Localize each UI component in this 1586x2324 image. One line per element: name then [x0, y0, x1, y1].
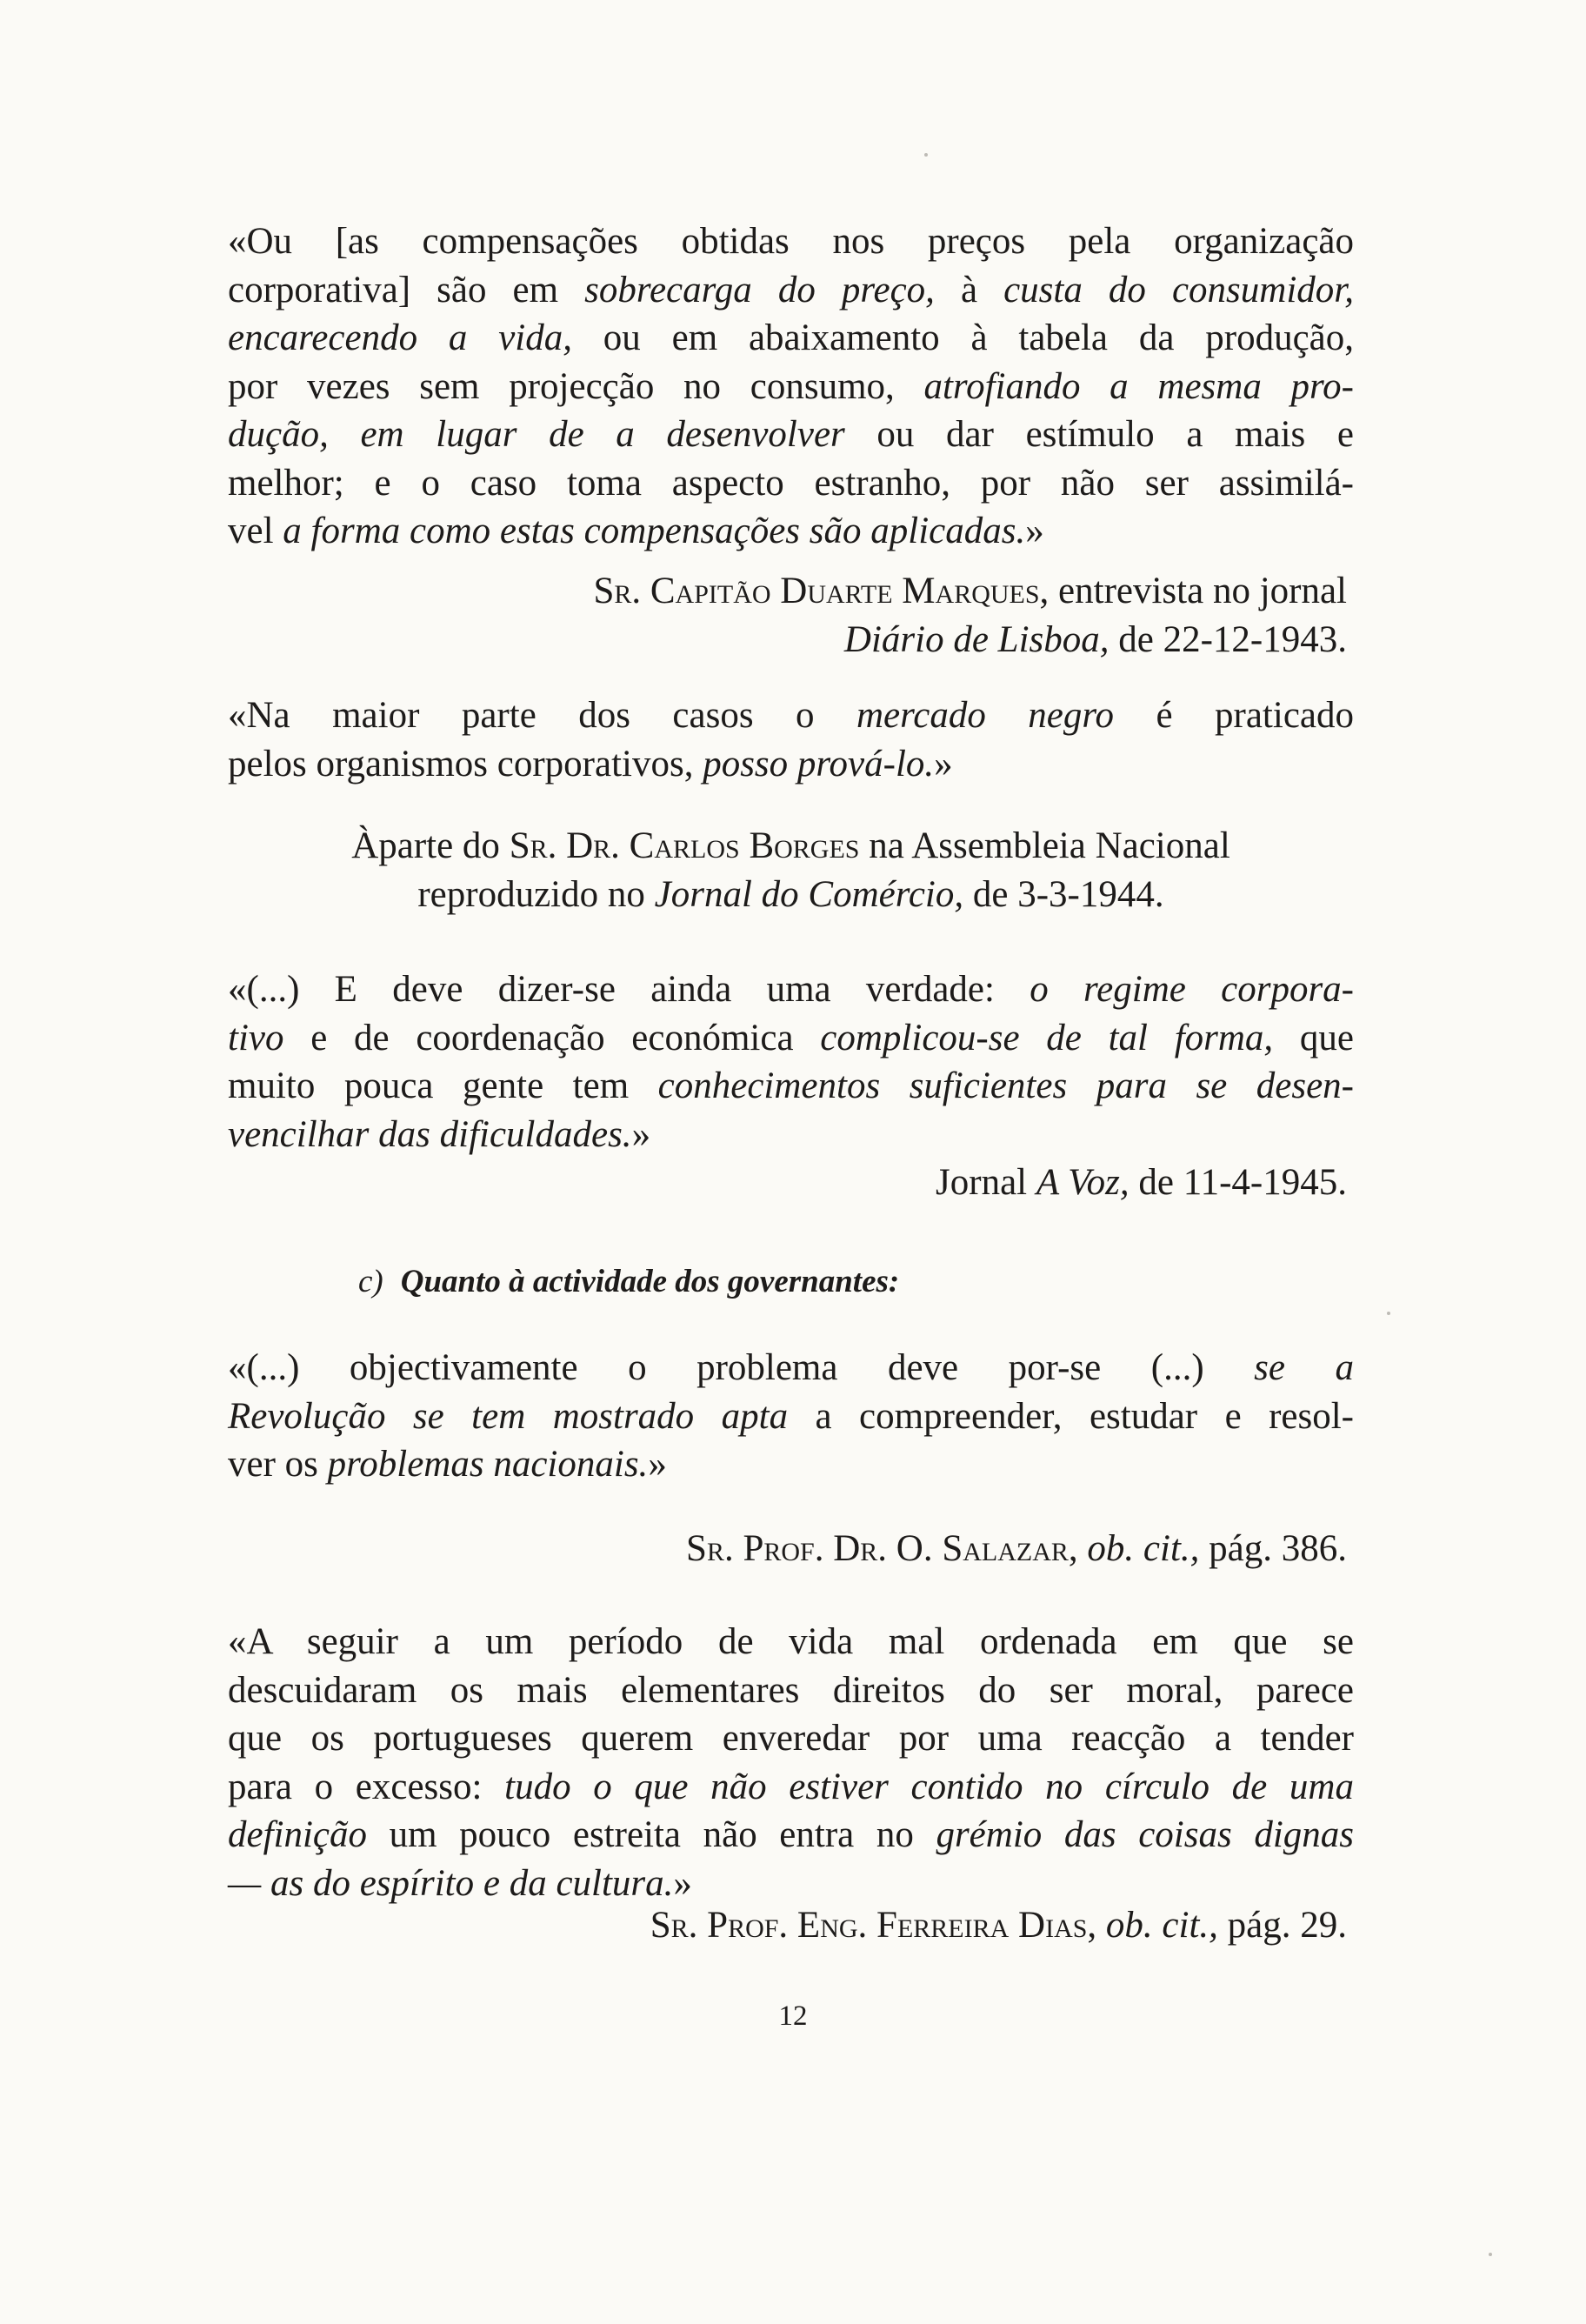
- text-run: pág. 29.: [1217, 1905, 1347, 1946]
- paper-speck: [1387, 1312, 1390, 1315]
- quote-corporate-regime: [228, 965, 1354, 1159]
- italic-text: — as do espírito e da cultura.: [228, 1862, 674, 1904]
- text-run: ,: [1068, 1528, 1088, 1569]
- quote-line: [228, 1344, 1354, 1392]
- citation-line: [593, 567, 1347, 616]
- quote-line: [228, 1666, 1354, 1715]
- quote-line: [228, 691, 1354, 740]
- italic-text: definição: [228, 1814, 368, 1855]
- quote-line: [228, 1618, 1354, 1666]
- italic-text: vencilhar das dificuldades.: [228, 1113, 632, 1155]
- citation-line: [593, 616, 1347, 664]
- small-caps-name: Sr. Prof. Dr. O. Salazar: [686, 1528, 1069, 1569]
- text-run: é praticado: [1114, 695, 1354, 736]
- text-run: »: [631, 1113, 651, 1155]
- italic-text: Revolução se tem mostrado apta: [228, 1395, 789, 1437]
- text-run: de 11-4-1945.: [1129, 1162, 1347, 1203]
- italic-text: custa do consumidor,: [1003, 269, 1354, 311]
- italic-text: tivo: [228, 1017, 284, 1058]
- quote-line: [228, 266, 1354, 315]
- text-run: reproduzido no: [417, 873, 655, 915]
- quote-line: [228, 1062, 1354, 1111]
- text-run: «Ou [as compensações obtidas nos preços pela organização: [228, 221, 1354, 262]
- italic-text: Diário de Lisboa,: [843, 618, 1110, 660]
- quote-black-market: [228, 691, 1354, 788]
- text-run: ,: [1087, 1905, 1106, 1946]
- citation-line: [228, 871, 1354, 919]
- text-run: um pouco estreita não entra no: [367, 1814, 936, 1855]
- quote-line: [228, 217, 1354, 266]
- text-run: »: [648, 1444, 667, 1485]
- text-run: melhor; e o caso toma aspecto estranho, por não ser assimilá-: [228, 462, 1354, 504]
- quote-line: [228, 459, 1354, 508]
- quote-line: [228, 740, 1354, 789]
- section-heading: [358, 1263, 899, 1300]
- citation-duarte-marques: [593, 567, 1347, 664]
- text-run: «(...) objectivamente o problema deve por-se (...): [228, 1347, 1255, 1388]
- text-run: à: [934, 269, 1004, 311]
- citation-carlos-borges: [228, 822, 1354, 918]
- italic-text: A Voz,: [1036, 1162, 1130, 1203]
- quote-corporative-compensations: [228, 217, 1354, 556]
- italic-text: posso prová-lo.: [703, 743, 935, 785]
- text-run: pelos organismos corporativos,: [228, 743, 703, 785]
- italic-text: complicou-se de tal forma,: [820, 1017, 1274, 1058]
- citation-line: [936, 1159, 1347, 1207]
- italic-text: o regime corpora-: [1030, 969, 1354, 1010]
- citation-line: [650, 1901, 1347, 1950]
- text-run: »: [673, 1862, 692, 1904]
- citation-line: [228, 822, 1354, 871]
- text-run: a compreender, estudar e resol-: [788, 1395, 1355, 1437]
- italic-text: conhecimentos suficientes para se desen-: [657, 1065, 1355, 1106]
- quote-line: [228, 314, 1354, 363]
- italic-text: se a: [1254, 1347, 1355, 1388]
- text-run: Jornal: [936, 1162, 1036, 1203]
- italic-text: ob. cit.,: [1105, 1905, 1218, 1946]
- quote-line: [228, 1392, 1354, 1441]
- small-caps-name: Sr. Prof. Eng. Ferreira Dias: [650, 1905, 1088, 1946]
- text-run: muito pouca gente tem: [228, 1065, 658, 1106]
- section-heading-text: Quanto à actividade dos governantes:: [400, 1264, 900, 1299]
- quote-line: [228, 1860, 1354, 1908]
- quote-line: [228, 507, 1354, 556]
- paper-speck: [1489, 2253, 1492, 2256]
- quote-line: [228, 1014, 1354, 1063]
- text-run: vel: [228, 511, 283, 551]
- quote-line: [228, 1811, 1354, 1860]
- citation-ferreira-dias: [650, 1901, 1347, 1950]
- citation-line: [686, 1525, 1347, 1573]
- italic-text: grémio das coisas dignas: [936, 1814, 1354, 1855]
- citation-a-voz: [936, 1159, 1347, 1207]
- italic-text: tudo o que não estiver contido no círculo de uma: [504, 1766, 1354, 1807]
- text-run: «A seguir a um período de vida mal ordenada em que se: [228, 1621, 1354, 1662]
- italic-text: sobrecarga do preço,: [584, 269, 935, 311]
- text-run: que: [1273, 1017, 1354, 1058]
- italic-text: ob. cit.,: [1087, 1528, 1200, 1569]
- quote-line: [228, 411, 1354, 459]
- text-run: »: [934, 743, 953, 785]
- text-run: na Assembleia Nacional: [859, 825, 1230, 866]
- text-run: «(...) E deve dizer-se ainda uma verdade:: [228, 969, 1030, 1010]
- italic-text: mercado negro: [856, 695, 1115, 736]
- italic-text: a forma como estas compensações são aplicadas.: [283, 511, 1026, 551]
- quote-line: [228, 363, 1354, 411]
- quote-line: [228, 1440, 1354, 1489]
- quote-line: [228, 965, 1354, 1014]
- italic-text: problemas nacionais.: [327, 1444, 649, 1485]
- italic-text: atrofiando a mesma pro-: [923, 365, 1354, 407]
- paper-speck: [924, 153, 928, 157]
- text-run: Àparte do: [351, 825, 510, 866]
- text-run: de 3-3-1944.: [963, 873, 1164, 915]
- text-run: para o excesso:: [228, 1766, 505, 1807]
- citation-salazar: [686, 1525, 1347, 1573]
- quote-line: [228, 1763, 1354, 1812]
- text-run: ou em abaixamento à tabela da produção,: [571, 317, 1354, 358]
- italic-text: encarecendo a vida,: [228, 317, 572, 358]
- page-number: 12: [778, 2000, 808, 2032]
- quote-excess: [228, 1618, 1354, 1907]
- small-caps-name: Sr. Capitão Duarte Marques: [593, 571, 1040, 611]
- italic-text: dução, em lugar de a desenvolver: [228, 414, 845, 455]
- section-heading-label: c): [358, 1264, 383, 1299]
- text-run: »: [1025, 511, 1044, 551]
- text-run: descuidaram os mais elementares direitos do ser moral, parece: [228, 1669, 1354, 1711]
- text-run: pág. 386.: [1199, 1528, 1347, 1569]
- text-run: de 22-12-1943.: [1109, 618, 1347, 660]
- quote-line: [228, 1714, 1354, 1763]
- text-run: por vezes sem projecção no consumo,: [228, 365, 924, 407]
- small-caps-name: Sr. Dr. Carlos Borges: [509, 825, 860, 866]
- text-run: , entrevista no jornal: [1039, 571, 1347, 611]
- text-run: ou dar estímulo a mais e: [844, 414, 1354, 455]
- text-run: «Na maior parte dos casos o: [228, 695, 856, 736]
- text-run: e de coordenação económica: [283, 1017, 821, 1058]
- text-run: que os portugueses querem enveredar por uma reacção a tender: [228, 1718, 1354, 1759]
- text-run: ver os: [228, 1444, 328, 1485]
- quote-line: [228, 1111, 1354, 1159]
- italic-text: Jornal do Comércio,: [654, 873, 964, 915]
- quote-revolution: [228, 1344, 1354, 1489]
- text-run: corporativa] são em: [228, 269, 585, 311]
